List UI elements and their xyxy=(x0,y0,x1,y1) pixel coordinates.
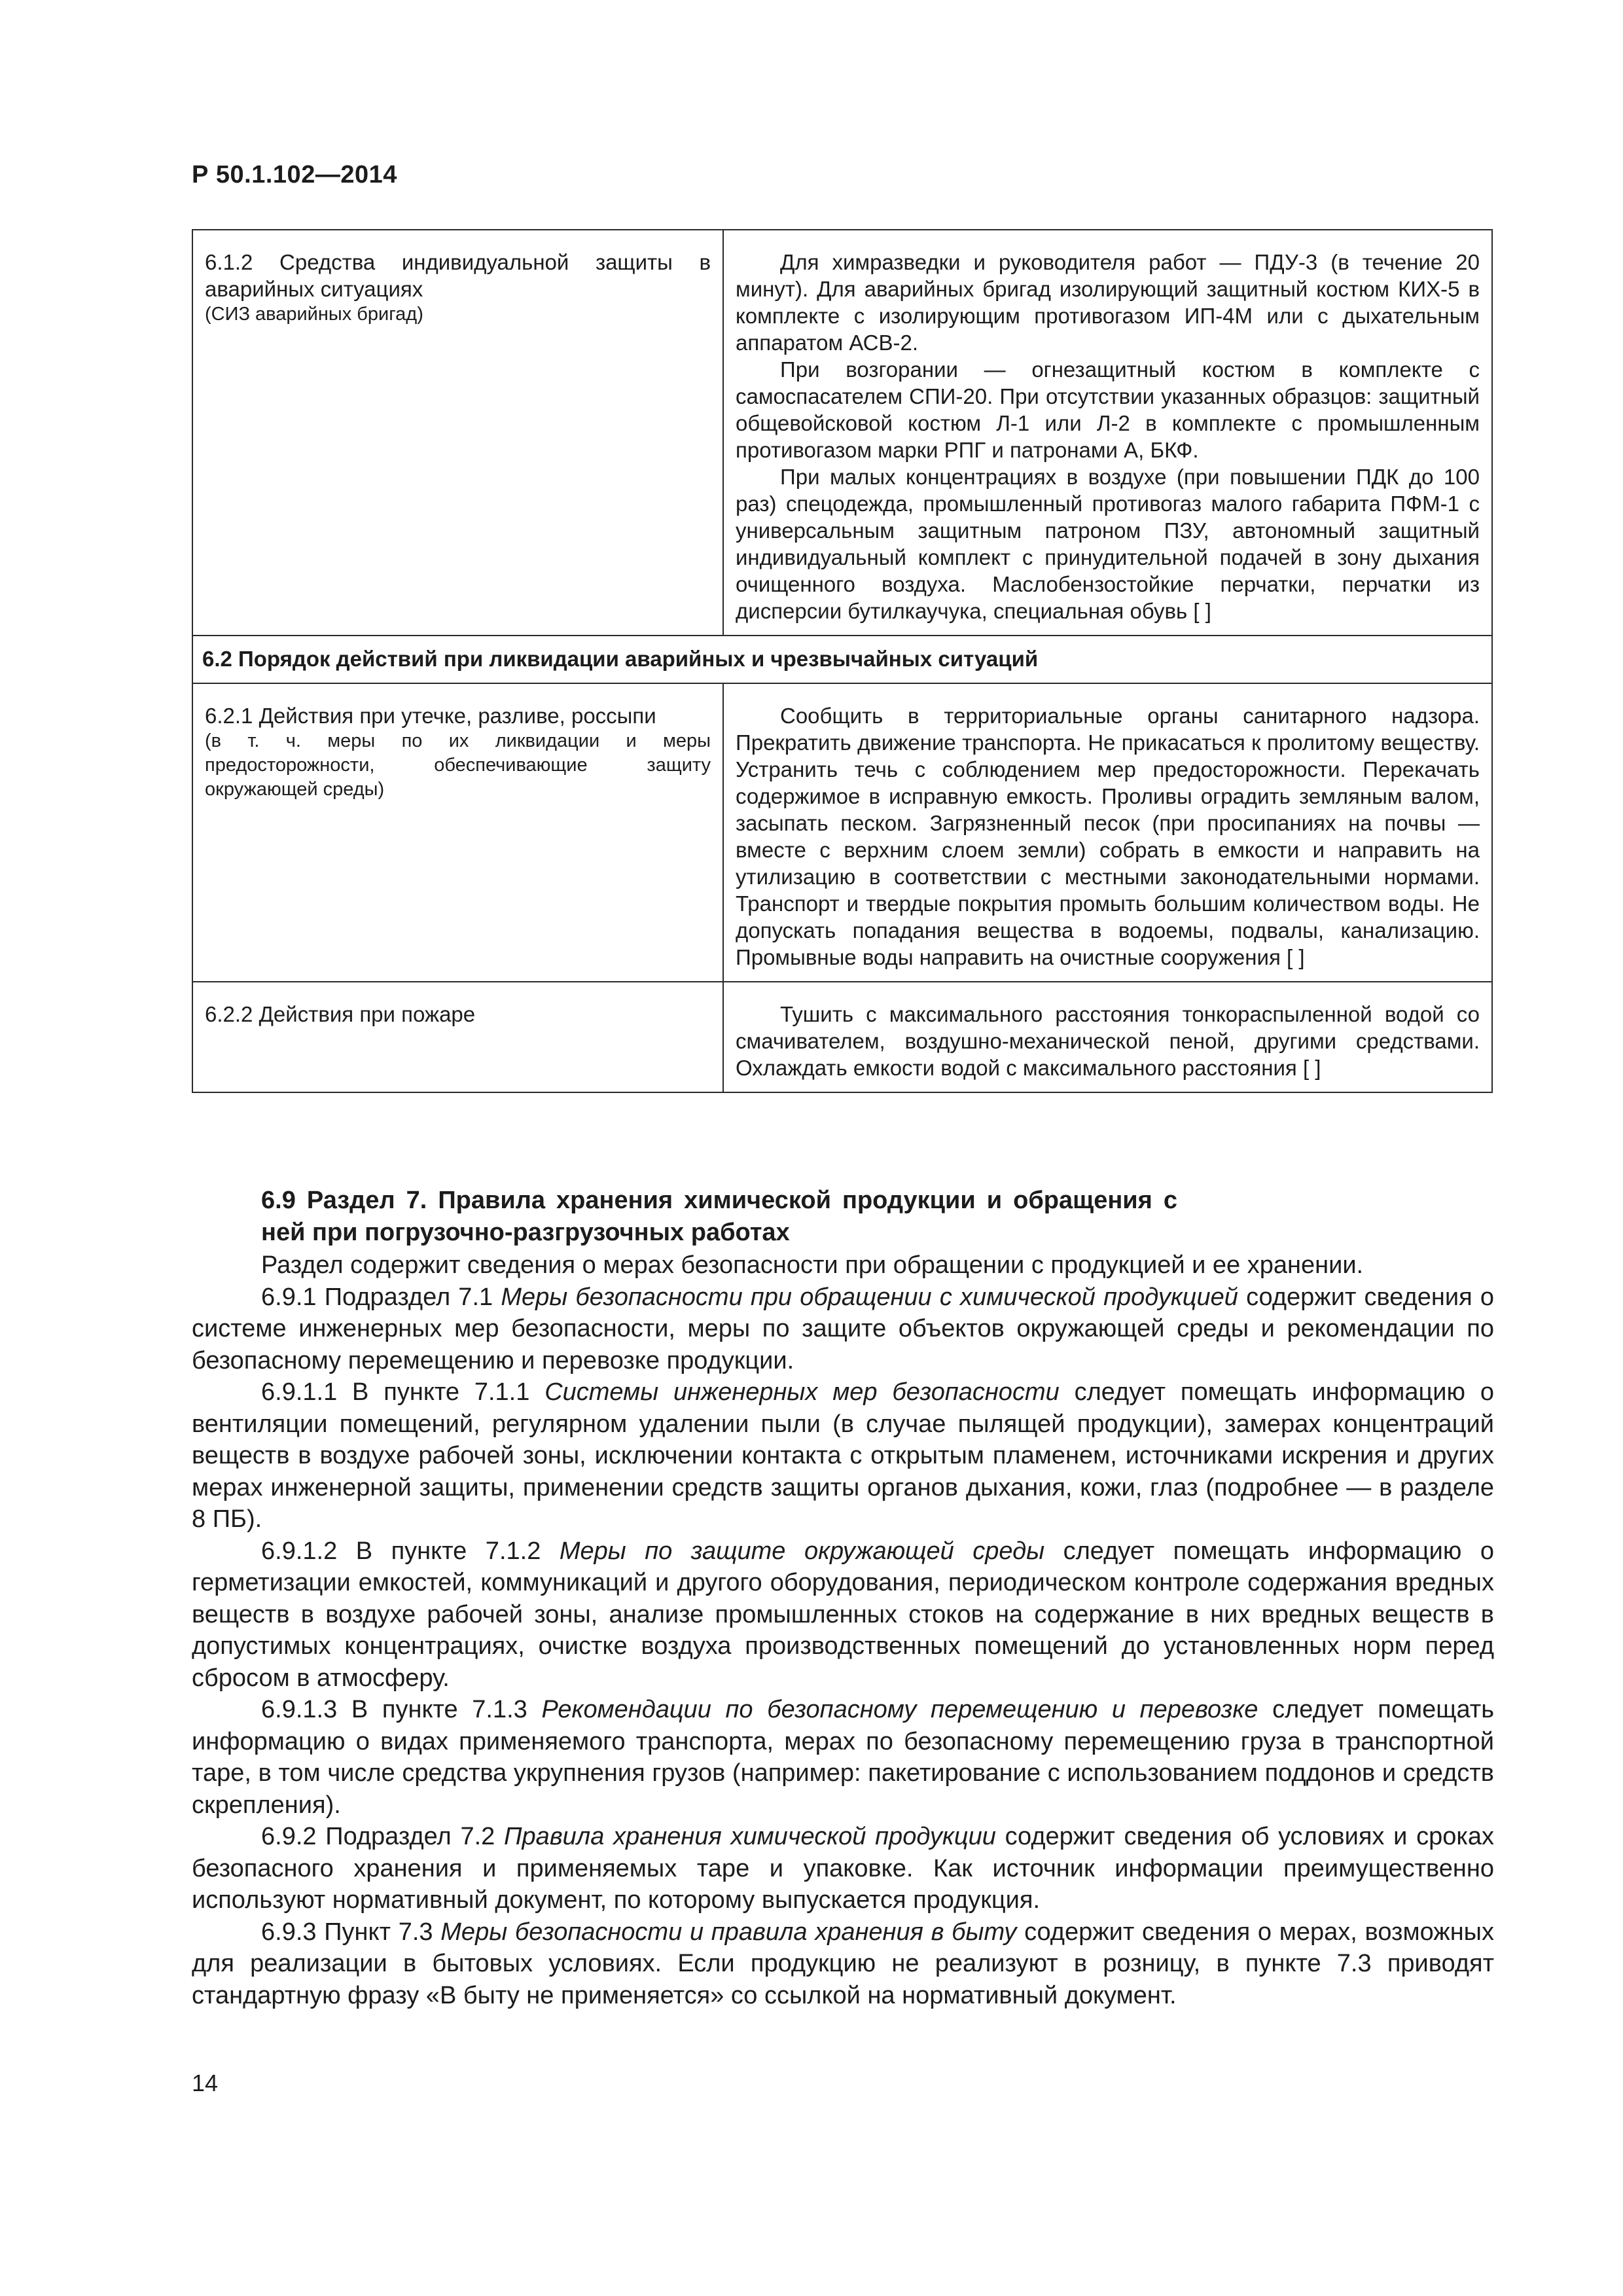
table-section-heading: 6.2 Порядок действий при ликвидации аварийных и чрезвычайных ситуаций xyxy=(192,636,1492,683)
paragraph xyxy=(192,1376,1494,1535)
cell-sub-text: (в т. ч. меры по их ликвидации и меры предосторожности, обеспечивающие защиту окружающей среды) xyxy=(205,730,711,800)
table-cell-content xyxy=(723,683,1492,982)
paragraph-lead: 6.9.1.3 В пункте 7.1.3 xyxy=(261,1696,542,1723)
cell-paragraph: Тушить с максимального расстояния тонкораспыленной водой со смачивателем, воздушно-механической пеной, другими средствами. Охлаждать емкости водой с максимального расстояния [ ] xyxy=(736,1002,1480,1080)
safety-table xyxy=(192,229,1493,1093)
paragraph xyxy=(192,1282,1494,1377)
table-row xyxy=(192,982,1492,1092)
subsection-title: Меры безопасности и правила хранения в быту xyxy=(440,1918,1017,1946)
table-cell-label xyxy=(192,982,723,1092)
cell-main-text: 6.2.1 Действия при утечке, разливе, россыпи xyxy=(205,704,656,728)
document-code: Р 50.1.102—2014 xyxy=(192,161,397,188)
paragraph-lead: 6.9.1.2 В пункте 7.1.2 xyxy=(261,1537,560,1565)
paragraph: Раздел содержит сведения о мерах безопасности при обращении с продукцией и ее хранении. xyxy=(261,1251,1364,1279)
cell-main-text: 6.2.2 Действия при пожаре xyxy=(205,1002,476,1026)
table-cell-label xyxy=(192,683,723,982)
paragraph-lead: 6.9.3 Пункт 7.3 xyxy=(261,1918,441,1946)
table-cell-content xyxy=(723,230,1492,636)
paragraph-text: следует помещать информацию о видах применяемого транспорта, мерах по безопасному перемещению груза в транспортной таре, в том числе средства укрупнения грузов (например: пакетирование с использованием поддонов и средств скрепления). xyxy=(192,1696,1494,1819)
paragraph-text: содержит сведения об условиях и сроках безопасного хранения и применяемых таре и упаковке. Как источник информации преимущественно используют нормативный документ, по которому выпускается продукция. xyxy=(192,1823,1494,1914)
paragraph-text: следует помещать информацию о вентиляции помещений, регулярном удалении пыли (в случае пылящей продукции), замерах концентраций веществ в воздухе рабочей зоны, исключении контакта с открытым пламенем, источниками искрения и других мерах инженерной защиты, применении средств защиты органов дыхания, кожи, глаз (подробнее — в разделе 8 ПБ). xyxy=(192,1378,1494,1533)
paragraph xyxy=(192,1916,1494,2012)
paragraph xyxy=(192,1821,1494,1916)
section-heading: 6.9 Раздел 7. Правила хранения химической продукции и обращения с ней при погрузочно-разгрузочных работах xyxy=(261,1187,1177,1246)
paragraph-text: следует помещать информацию о герметизации емкостей, коммуникаций и другого оборудования, периодическом контроле содержания вредных веществ в воздухе рабочей зоны, анализе промышленных стоков на содержание в них вредных веществ в допустимых концентрациях, очистке воздуха производственных помещений до установленных норм перед сбросом в атмосферу. xyxy=(192,1537,1494,1692)
table-section-row xyxy=(192,636,1492,683)
table-cell-content xyxy=(723,982,1492,1092)
paragraph-text: содержит сведения о системе инженерных мер безопасности, меры по защите объектов окружающей среды и рекомендации по безопасному перемещению и перевозке продукции. xyxy=(192,1283,1494,1374)
paragraph-lead: 6.9.1 Подраздел 7.1 xyxy=(261,1283,501,1311)
subsection-title: Правила хранения химической продукции xyxy=(504,1823,996,1850)
paragraph xyxy=(192,1535,1494,1695)
table-row xyxy=(192,683,1492,982)
subsection-title: Системы инженерных мер безопасности xyxy=(544,1378,1060,1406)
cell-sub-text: (СИЗ аварийных бригад) xyxy=(205,304,423,325)
cell-main-text: 6.1.2 Средства индивидуальной защиты в аварийных ситуациях xyxy=(205,250,711,301)
subsection-title: Рекомендации по безопасному перемещению и перевозке xyxy=(541,1696,1258,1723)
table-cell-label xyxy=(192,230,723,636)
section-body xyxy=(192,1185,1494,2011)
cell-paragraph: При малых концентрациях в воздухе (при повышении ПДК до 100 раз) спецодежда, промышленный противогаз малого габарита ПФМ-1 с универсальным защитным патроном ПЗУ, автономный защитный индивидуальный комплект с принудительной подачей в зону дыхания очищенного воздуха. Маслобензостойкие перчатки, перчатки из дисперсии бутилкаучука, специальная обувь [ ] xyxy=(736,465,1480,623)
page-number: 14 xyxy=(192,2070,219,2096)
table-row xyxy=(192,230,1492,636)
paragraph-lead: 6.9.2 Подраздел 7.2 xyxy=(261,1823,505,1850)
paragraph-lead: 6.9.1.1 В пункте 7.1.1 xyxy=(261,1378,545,1406)
cell-paragraph: Сообщить в территориальные органы санитарного надзора. Прекратить движение транспорта. Не прикасаться к пролитому веществу. Устранить течь с соблюдением мер предосторожности. Перекачать содержимое в исправную емкость. Проливы оградить земляным валом, засыпать песком. Загрязненный песок (при просипаниях на почвы — вместе с верхним слоем земли) собрать в емкости и направить на утилизацию в соответствии с местными законодательными нормами. Транспорт и твердые покрытия промыть большим количеством воды. Не допускать попадания вещества в водоемы, подвалы, канализацию. Промывные воды направить на очистные сооружения [ ] xyxy=(736,704,1480,969)
subsection-title: Меры по защите окружающей среды xyxy=(559,1537,1045,1565)
cell-paragraph: Для химразведки и руководителя работ — ПДУ-3 (в течение 20 минут). Для аварийных бригад изолирующий защитный костюм КИХ-5 в комплекте с изолирующим противогазом ИП-4М или с дыхательным аппаратом АСВ-2. xyxy=(736,250,1480,355)
subsection-title: Меры безопасности при обращении с химической продукцией xyxy=(501,1283,1238,1311)
cell-paragraph: При возгорании — огнезащитный костюм в комплекте с самоспасателем СПИ-20. При отсутствии указанных образцов: защитный общевойсковой костюм Л-1 или Л-2 в комплекте с промышленным противогазом марки РПГ и патронами А, БКФ. xyxy=(736,357,1480,462)
paragraph xyxy=(192,1694,1494,1821)
paragraph-text: содержит сведения о мерах, возможных для реализации в бытовых условиях. Если продукцию не реализуют в розницу, в пункте 7.3 приводят стандартную фразу «В быту не применяется» со ссылкой на нормативный документ. xyxy=(192,1918,1494,2009)
